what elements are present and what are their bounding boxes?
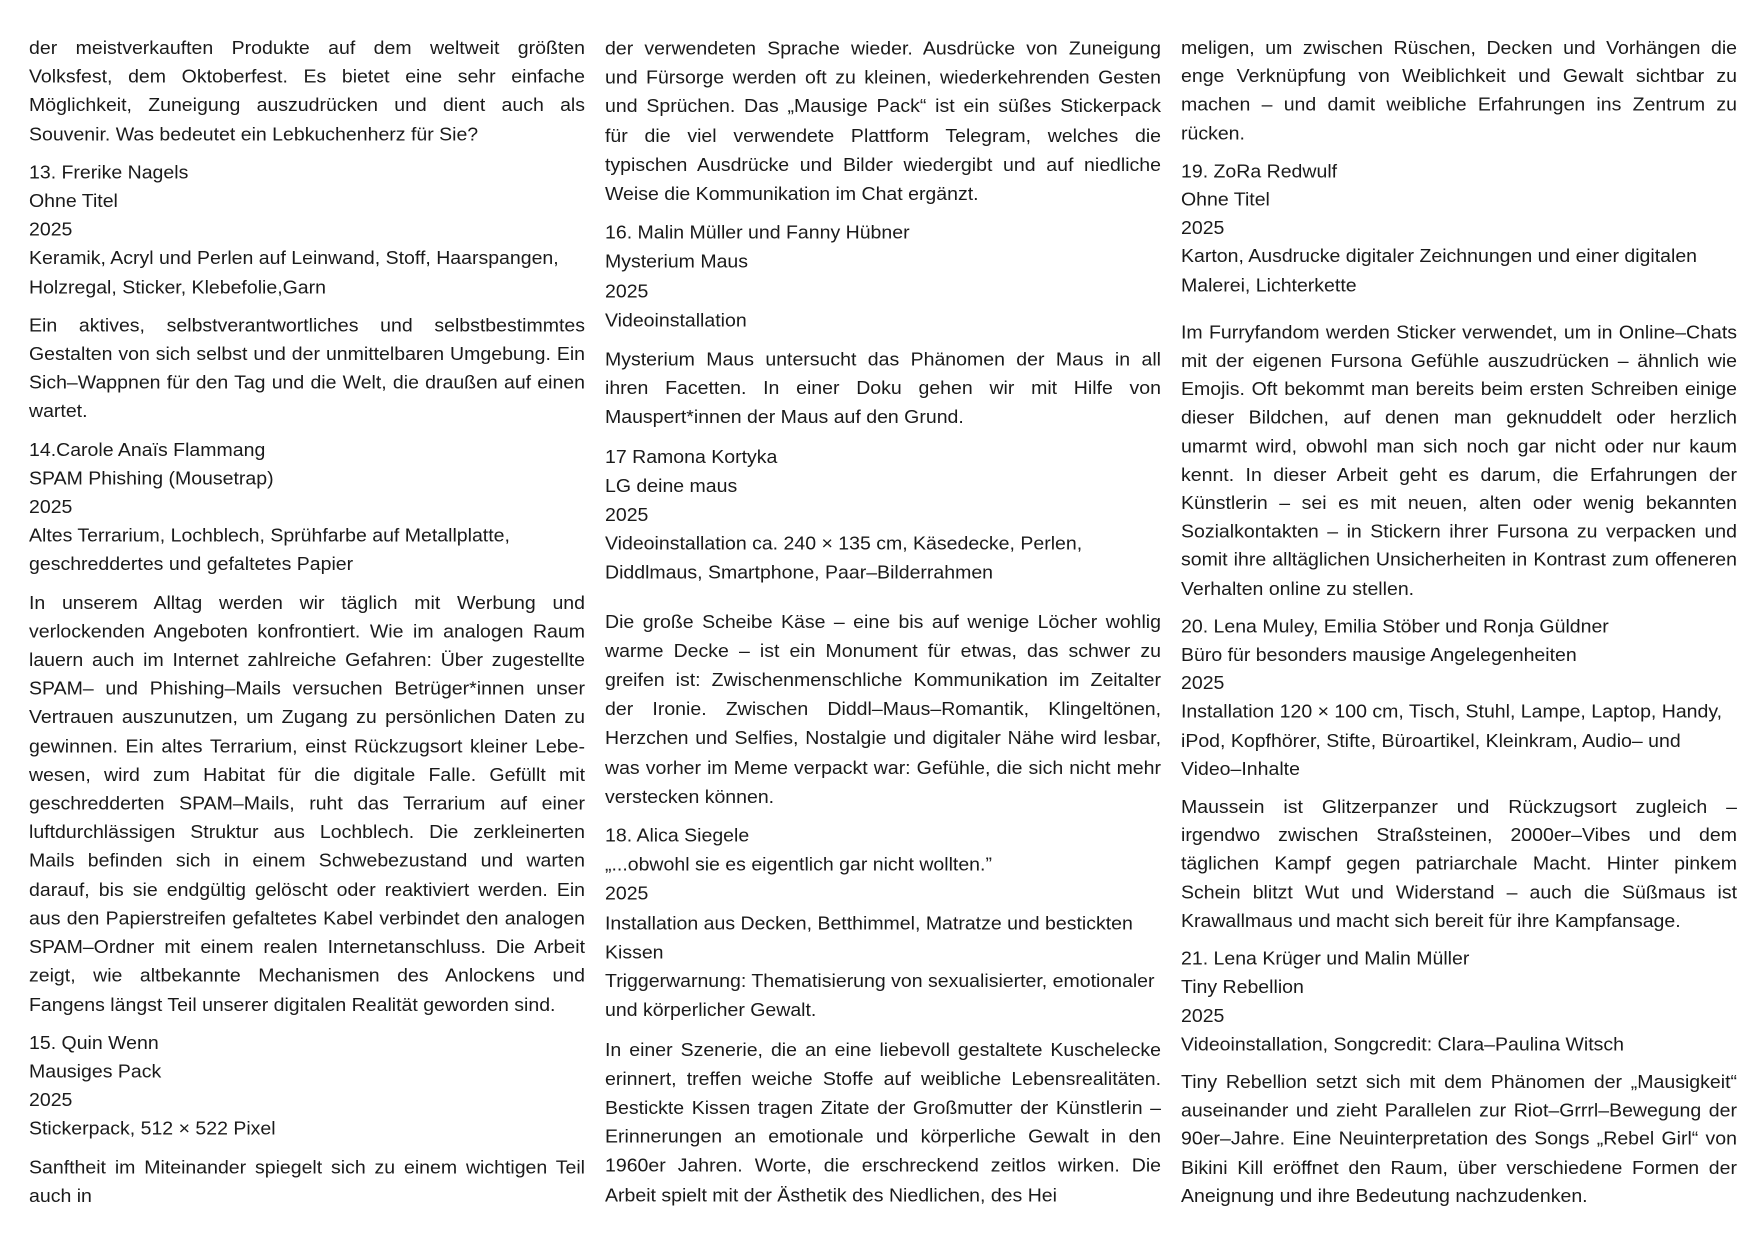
artwork-year: 2025 (1181, 218, 1225, 239)
artwork-materials: Installation aus Decken, Betthimmel, Matratze und bestickten Kissen (605, 912, 1133, 963)
artwork-description: Maussein ist Glitzerpanzer und Rückzugsort zugleich – irgendwo zwischen Straßsteinen, 2000er–Vibes und dem täglichen Kampf gegen patriarchale Macht. Hinter pinkem Schein blitzt Wut und Widerstand – auch die Süßmaus ist Krawallmaus und macht sich bereit für ihre Kampfansage. (1181, 796, 1737, 932)
artwork-materials: Altes Terrarium, Lochblech, Sprühfarbe auf Metallplatte, geschreddertes und gefaltetes Papier (29, 525, 510, 576)
artwork-entry-14 (29, 436, 585, 580)
artwork-description: Ein aktives, selbstverantwortliches und selbstbestimmtes Gestalten von sich selbst und der unmittelbaren Umgebung. Ein Sich–Wappnen für den Tag und die Welt, die draußen auf einen wartet. (29, 315, 585, 423)
artwork-year: 2025 (605, 280, 649, 303)
artwork-title: Mysterium Maus (605, 251, 749, 273)
artwork-materials: Videoinstallation (605, 310, 747, 332)
artist-name: 20. Lena Muley, Emilia Stöber und Ronja Güldner (1181, 616, 1609, 638)
artist-name: 16. Malin Müller und Fanny Hübner (605, 222, 910, 244)
artwork-entry-17 (605, 442, 1161, 588)
artwork-description: In unserem Alltag werden wir täglich mit Werbung und verlockenden Angeboten konfrontiert. Wie im analogen Raum lauern auch im Internet zahlreiche Gefahren: Über zugestellte SPAM– und Phishing–Mails versuchen Betrüger*innen unser Vertrauen auszunutzen, um Zugang zu persönlichen Daten zu gewinnen. Ein altes Terrarium, einst Rückzugsort kleiner Lebewesen, wird zum Habitat für die digitale Falle. Gefüllt mit geschredderten SPAM–Mails, ruht das Terrarium auf einer luftdurchlässigen Struktur aus Lochblech. Die zerkleinerten Mails befinden sich in einem Schwebezustand und warten darauf, bis sie endgültig gelöscht oder reaktiviert werden. Ein aus den Papierstreifen gefaltetes Kabel verbindet den analogen SPAM–Ordner mit einem realen Internetanschluss. Die Arbeit zeigt, wie altbekannte Mechanismen des Anlockens und Fangens längst Teil unserer digitalen Realität geworden sind. (29, 592, 585, 1016)
artwork-description: Tiny Rebellion setzt sich mit dem Phänomen der „Mausigkeit“ auseinander und zieht Parallelen zur Riot–Grrrl–Bewegung der 90er–Jahre. Eine Neuinterpretation des Songs „Rebel Girl“ von Bikini Kill eröffnet den Raum, über verschiedene Formen der Aneignung und ihre Bedeutung nachzudenken. (1181, 1071, 1737, 1207)
artwork-year: 2025 (1181, 673, 1225, 695)
artwork-entry-21 (1181, 945, 1737, 1059)
artwork-title: SPAM Phishing (Mousetrap) (29, 468, 274, 490)
trigger-warning: Triggerwarnung: Thematisierung von sexualisierter, emotionaler und körperlicher Gewalt. (605, 970, 1155, 1022)
artist-name: 14.Carole Anaïs Flammang (29, 439, 266, 461)
artwork-entry-15 (29, 1029, 585, 1144)
artwork-description: In einer Szenerie, die an eine liebevoll gestaltete Kuschelecke erinnert, treffen weiche Stoffe auf weibliche Lebensrealitäten. Bestickte Kissen tragen Zitate der Großmutter der Künstlerin – Erinnerungen an emotionale und körperliche Gewalt in den 1960er Jahren. Worte, die erschreckend zeitlos wirken. Die Arbeit spielt mit der Ästhetik des Niedlichen, des Hei (605, 1038, 1161, 1207)
artist-name: 13. Frerike Nagels (29, 162, 189, 184)
artwork-entry-13 (29, 158, 585, 302)
artwork-title: Büro für besonders mausige Angelegenheiten (1181, 644, 1577, 666)
paragraph-continuation: der meistverkauften Produkte auf dem weltweit größten Volksfest, dem Oktoberfest. Es bietet eine sehr einfache Möglichkeit, Zuneigung auszudrücken und dient auch als Souvenir. Was bedeutet ein Lebkuchenherz für Sie? (29, 37, 585, 145)
text-column-right (1181, 34, 1737, 1220)
artwork-entry-19 (1181, 157, 1737, 299)
artwork-year: 2025 (1181, 1005, 1225, 1027)
artwork-entry-16 (605, 219, 1161, 336)
artwork-title: Ohne Titel (1181, 189, 1270, 211)
paragraph-continuation: der verwendeten Sprache wieder. Ausdrücke von Zuneigung und Fürsorge werden oft zu kleinen, wiederkehrenden Gesten und Sprüchen. Das „Mausige Pack“ ist ein süßes Stickerpack für die viel verwendete Plattform Telegram, welches die typischen Ausdrücke und Bilder wiedergibt und auf niedliche Weise die Kommunikation im Chat ergänzt. (605, 37, 1161, 205)
artwork-year: 2025 (29, 1089, 73, 1111)
artwork-entry-20 (1181, 613, 1737, 784)
artwork-materials: Videoinstallation ca. 240 × 135 cm, Käsedecke, Perlen, Diddlmaus, Smartphone, Paar–Bilderrahmen (605, 533, 1083, 584)
artwork-materials: Installation 120 × 100 cm, Tisch, Stuhl, Lampe, Laptop, Handy, iPod, Kopfhörer, Stifte, Büroartikel, Kleinkram, Audio– und Video–Inhalte (1181, 701, 1723, 780)
artwork-description: Die große Scheibe Käse – eine bis auf wenige Löcher wohlig warme Decke – ist ein Monument für etwas, das schwer zu greifen ist: Zwischenmenschliche Kommunikation im Zeitalter der Ironie. Zwischen Diddl–Maus–Romantik, Klingeltönen, Herzchen und Selfies, Nostalgie und digitaler Nähe wird lesbar, was vorher im Meme verpackt war: Gefühle, die sich nicht mehr verstecken können. (605, 611, 1161, 808)
artwork-title: Tiny Rebellion (1181, 977, 1304, 998)
artwork-materials: Videoinstallation, Songcredit: Clara–Paulina Witsch (1181, 1034, 1624, 1055)
artwork-description: Sanftheit im Miteinander spiegelt sich zu einem wichtigen Teil auch in (29, 1156, 585, 1207)
artwork-title: Ohne Titel (29, 190, 118, 212)
artwork-year: 2025 (29, 219, 73, 241)
artwork-description: Mysterium Maus untersucht das Phänomen der Maus in all ihren Facetten. In einer Doku gehen wir mit Hilfe von Mauspert*innen der Maus auf den Grund. (605, 348, 1161, 429)
artwork-title: LG deine maus (605, 475, 738, 497)
artwork-materials: Stickerpack, 512 × 522 Pixel (29, 1118, 276, 1140)
artwork-year: 2025 (605, 883, 649, 905)
artwork-materials: Karton, Ausdrucke digitaler Zeichnungen und einer digitalen Malerei, Lichterkette (1181, 246, 1698, 296)
artwork-year: 2025 (29, 496, 73, 518)
artist-name: 17 Ramona Kortyka (605, 446, 778, 468)
artwork-title: Mausiges Pack (29, 1061, 162, 1083)
artwork-year: 2025 (605, 504, 649, 526)
text-column-left (29, 34, 585, 1220)
artwork-title: „...obwohl sie es eigentlich gar nicht wollten.” (605, 854, 992, 876)
artist-name: 21. Lena Krüger und Malin Müller (1181, 948, 1470, 970)
artist-name: 19. ZoRa Redwulf (1181, 161, 1338, 182)
text-column-middle (605, 34, 1161, 1220)
artwork-materials: Keramik, Acryl und Perlen auf Leinwand, Stoff, Haarspangen, Holzregal, Sticker, Klebefolie,Garn (29, 248, 559, 298)
artwork-description: Im Furryfandom werden Sticker verwendet, um in Online–Chats mit der eigenen Fursona Gefühle auszudrücken – ähnlich wie Emojis. Oft bekommt man bereits beim ersten Schreiben einige dieser Bildchen, auf denen man geknuddelt oder herzlich umarmt wird, obwohl man sich noch gar nicht oder nur kaum kennt. In dieser Arbeit geht es darum, die Erfahrungen der Künstlerin – sei es mit neuen, alten oder wenig bekannten Sozialkontakten – in Stickern ihrer Fursona zu verpacken und somit ihre alltäglichen Unsicherheiten in Kontrast zum offeneren Verhalten online zu stellen. (1181, 322, 1737, 600)
paragraph-continuation: meligen, um zwischen Rüschen, Decken und Vorhängen die enge Verknüpfung von Weiblichkeit und Gewalt sichtbar zu machen – und damit weibliche Erfahrungen ins Zentrum zu rücken. (1181, 37, 1737, 144)
artist-name: 15. Quin Wenn (29, 1032, 159, 1054)
artist-name: 18. Alica Siegele (605, 825, 750, 847)
artwork-entry-18 (605, 821, 1161, 1025)
